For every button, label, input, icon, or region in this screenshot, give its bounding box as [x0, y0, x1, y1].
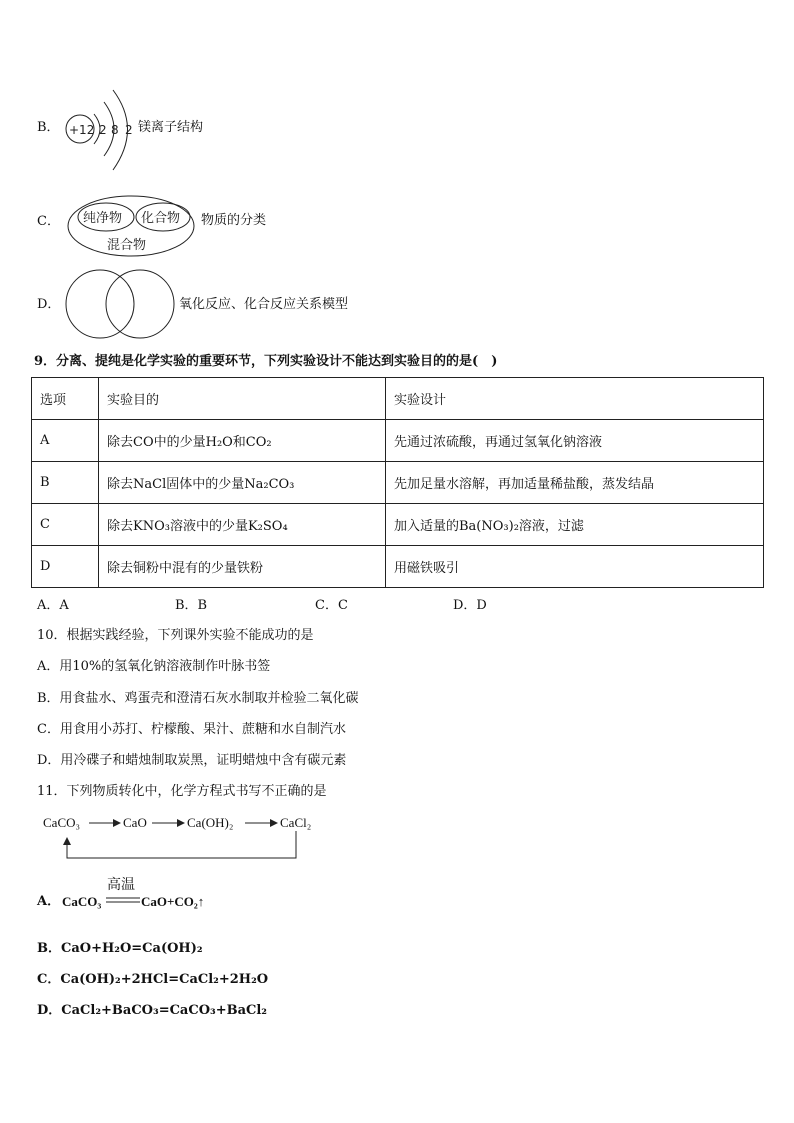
table-row	[32, 462, 764, 504]
row-goal: 除去NaCl固体中的少量Na₂CO₃	[99, 462, 386, 504]
answer-d: D．D	[453, 598, 487, 613]
q11-option-a-right: CaO+CO₂↑	[141, 894, 205, 909]
inner2-text: 化合物	[141, 211, 181, 226]
arrow-cacl2-caco3	[67, 831, 296, 858]
chain-cao: CaO	[123, 815, 147, 830]
table-row	[32, 504, 764, 546]
option-c-label: C．	[37, 214, 60, 229]
reaction-relation-model-diagram	[64, 268, 178, 340]
option-b-caption: 镁离子结构	[138, 120, 204, 135]
header-option: 选项	[32, 378, 99, 420]
q10-option-a: A．用10%的氢氧化钠溶液制作叶脉书签	[37, 659, 271, 674]
question-11-stem: 11．下列物质转化中，化学方程式书写不正确的是	[37, 784, 327, 799]
q11-option-c: C．Ca(OH)₂+2HCl=CaCl₂+2H₂O	[37, 972, 269, 987]
circle-oxidation	[66, 270, 134, 338]
row-option: D	[32, 546, 99, 588]
row-design: 先加足量水溶解，再加适量稀盐酸，蒸发结晶	[386, 462, 764, 504]
reaction-condition: 高温	[107, 877, 135, 893]
substance-classification-diagram	[66, 194, 198, 260]
q10-option-d: D．用冷碟子和蜡烛制取炭黑，证明蜡烛中含有碳元素	[37, 753, 347, 768]
row-option: B	[32, 462, 99, 504]
row-goal: 除去KNO₃溶液中的少量K₂SO₄	[99, 504, 386, 546]
shell-electrons-2: 8	[111, 123, 119, 137]
row-design: 加入适量的Ba(NO₃)₂溶液，过滤	[386, 504, 764, 546]
outer-text: 混合物	[107, 238, 147, 253]
q11-option-b: B．CaO+H₂O=Ca(OH)₂	[37, 941, 203, 956]
row-design: 先通过浓硫酸，再通过氢氧化钠溶液	[386, 420, 764, 462]
question-10-stem: 10．根据实践经验，下列课外实验不能成功的是	[37, 628, 314, 643]
q11-option-a-left: CaCO₃	[62, 894, 102, 909]
equals-sign	[106, 896, 142, 904]
q11-option-d: D．CaCl₂+BaCO₃=CaCO₃+BaCl₂	[37, 1003, 268, 1018]
option-c-caption: 物质的分类	[201, 213, 267, 228]
shell-electrons-1: 2	[99, 123, 107, 137]
row-option: C	[32, 504, 99, 546]
chain-caoh2: Ca(OH)₂	[187, 815, 234, 830]
answer-a: A．A	[37, 598, 69, 613]
row-goal: 除去铜粉中混有的少量铁粉	[99, 546, 386, 588]
header-design: 实验设计	[386, 378, 764, 420]
table-row	[32, 546, 764, 588]
circle-combination	[106, 270, 174, 338]
row-option: A	[32, 420, 99, 462]
table-row	[32, 420, 764, 462]
header-goal: 实验目的	[99, 378, 386, 420]
nucleus-charge: +12	[69, 123, 95, 137]
answer-c: C．C	[315, 598, 348, 613]
question-9-stem: 9．分离、提纯是化学实验的重要环节，下列实验设计不能达到实验目的的是( )	[34, 354, 498, 369]
row-goal: 除去CO中的少量H₂O和CO₂	[99, 420, 386, 462]
q11-option-a-label: A．	[37, 894, 61, 909]
inner1-text: 纯净物	[83, 211, 123, 226]
answer-b: B．B	[175, 598, 208, 613]
table-header-row	[32, 378, 764, 420]
chain-caco3: CaCO₃	[43, 815, 81, 830]
option-b-label: B．	[37, 120, 60, 135]
q10-option-b: B．用食盐水、鸡蛋壳和澄清石灰水制取并检验二氧化碳	[37, 691, 359, 706]
option-d-caption: 氧化反应、化合反应关系模型	[179, 297, 349, 312]
magnesium-ion-structure-diagram	[60, 80, 140, 180]
experiment-table	[31, 377, 764, 588]
row-design: 用磁铁吸引	[386, 546, 764, 588]
q10-option-c: C．用食用小苏打、柠檬酸、果汁、蔗糖和水自制汽水	[37, 722, 346, 737]
chain-cacl2: CaCl₂	[280, 815, 312, 830]
shell-electrons-3: 2	[125, 123, 133, 137]
option-d-label: D．	[37, 297, 61, 312]
